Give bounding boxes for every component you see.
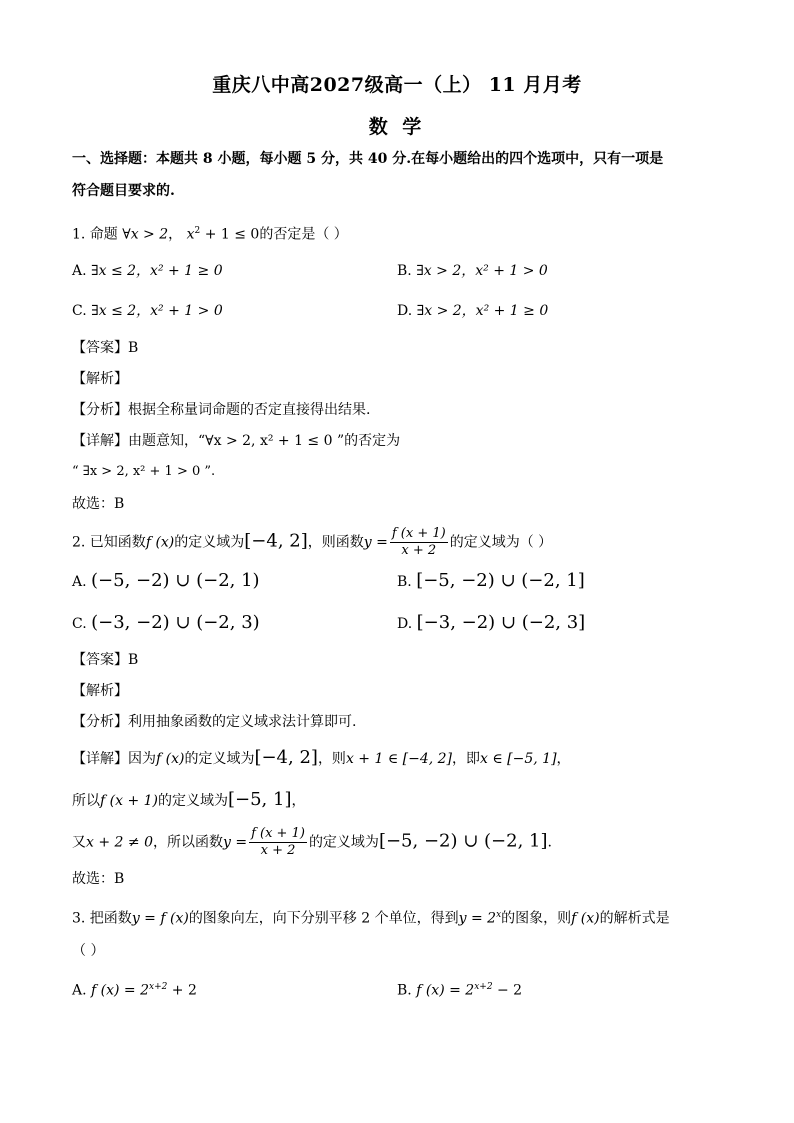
q2-xj3-b: ，所以函数 — [152, 834, 223, 851]
q2-option-c-text: (−3, −2) ∪ (−2, 3) — [91, 612, 260, 633]
q1-option-b-text: ∃x > 2，x² + 1 > 0 — [416, 263, 548, 279]
q2-mid1: 的定义域为 — [174, 534, 245, 551]
q2-xj3-fraction-den: x + 2 — [260, 843, 296, 858]
q2-xj2-fx: f (x + 1) — [100, 793, 158, 809]
q1-formula-2-sup: 2 — [194, 226, 201, 236]
q2-xj3-dom: [−5, −2) ∪ (−2, 1] — [378, 830, 548, 852]
q2-xj1-b: 的定义域为 — [184, 751, 255, 767]
q2-fraction — [390, 526, 448, 559]
subject-title: 数 学 — [368, 116, 426, 138]
q2-xj3-d: . — [547, 834, 552, 851]
q3-option-a-sup: x+2 — [149, 982, 168, 992]
q2-answer: 【答案】B — [72, 652, 139, 668]
q1-option-d-text: ∃x > 2，x² + 1 ≥ 0 — [416, 303, 549, 319]
q1-comma: ， — [168, 226, 183, 243]
q2-option-b-text: [−5, −2) ∪ (−2, 1] — [416, 570, 585, 591]
q2-choose: 故选：B — [72, 871, 125, 887]
q3-option-a-label: A. — [72, 982, 87, 999]
q1-fenxi-label: 【分析】 — [72, 402, 128, 418]
q2-mid2: ，则函数 — [307, 534, 364, 551]
q2-xj3-y: y = — [222, 834, 248, 851]
q1-answer: 【答案】B — [72, 340, 139, 356]
q2-xj2-dom: [−5, 1] — [228, 789, 292, 810]
q2-fraction-den: x + 2 — [401, 543, 437, 558]
q1-option-b-label: B. — [397, 263, 412, 279]
q2-option-a-text: (−5, −2) ∪ (−2, 1) — [91, 570, 260, 591]
q1-option-a-text: ∃x ≤ 2，x² + 1 ≥ 0 — [91, 263, 223, 279]
q2-xj2-a: 所以 — [72, 793, 100, 809]
q1-xiangjie-text1: 由题意知，“∀x > 2, x² + 1 ≤ 0 ”的否定为 — [128, 433, 401, 449]
q2-option-b-label: B. — [397, 574, 412, 590]
q2-prefix: 2. 已知函数 — [72, 534, 146, 551]
q1-xiangjie-line2: “ ∃x > 2, x² + 1 > 0 ”. — [72, 464, 216, 479]
q2-suffix: 的定义域为（ ） — [449, 534, 553, 551]
q1-option-a[interactable] — [72, 262, 223, 280]
q2-option-c[interactable] — [72, 614, 260, 633]
q2-xj3-a: 又 — [72, 834, 86, 851]
q2-xj3-fraction — [249, 826, 307, 859]
q1-option-c[interactable] — [72, 302, 223, 320]
q3-option-a[interactable] — [72, 978, 197, 1000]
question-1-stem — [72, 222, 348, 244]
q1-xiangjie-label: 【详解】 — [72, 433, 128, 449]
q1-analysis-heading: 【解析】 — [72, 371, 128, 387]
q1-option-b[interactable] — [397, 262, 548, 280]
q2-xj3-m: x + 2 ≠ 0 — [86, 834, 153, 851]
question-2-stem — [72, 526, 552, 559]
q3-option-b-post: − 2 — [492, 982, 523, 999]
q2-fraction-num: f (x + 1) — [391, 526, 446, 541]
q2-xiangjie-line2 — [72, 791, 305, 810]
q3-paren: （ ） — [72, 943, 105, 959]
q3-yfx: y = f (x) — [131, 910, 189, 927]
q2-xj2-b: 的定义域为 — [158, 793, 228, 809]
q2-xj1-a: 因为 — [128, 751, 156, 767]
section-heading-line1: 一、选择题：本题共 8 小题，每小题 5 分，共 40 分.在每小题给出的四个选项中，只有一项是 — [72, 151, 664, 167]
q2-y-eq: y = — [363, 534, 388, 551]
q2-xj2-c: ， — [291, 793, 306, 809]
q2-option-d-text: [−3, −2) ∪ (−2, 3] — [416, 612, 586, 633]
q2-fenxi — [72, 713, 356, 731]
q2-xj3-c: 的定义域为 — [308, 834, 379, 851]
q1-option-d[interactable] — [397, 302, 548, 320]
q2-xiangjie-label: 【详解】 — [72, 751, 128, 767]
q1-choose: 故选：B — [72, 496, 125, 512]
q1-formula-2-base: x — [186, 226, 195, 243]
q2-option-d[interactable] — [397, 614, 585, 633]
q2-xj1-d: ，即 — [452, 751, 481, 767]
q2-xj1-e: ， — [556, 751, 571, 767]
q2-xj1-m: x + 1 ∈ [−4, 2] — [345, 751, 453, 767]
q1-option-c-label: C. — [72, 303, 87, 319]
q3-y2x: y = 2 — [458, 910, 497, 927]
q2-xj1-fx: f (x) — [156, 751, 185, 767]
q1-prefix: 1. 命题 — [72, 226, 118, 243]
q3-option-b-pre: f (x) = 2 — [416, 982, 475, 999]
q2-fx: f (x) — [145, 534, 175, 551]
q3-prefix: 3. 把函数 — [72, 910, 132, 927]
q2-option-d-label: D. — [397, 616, 413, 632]
q3-option-a-pre: f (x) = 2 — [91, 982, 150, 999]
q3-option-b-label: B. — [397, 982, 412, 999]
q2-fenxi-text: 利用抽象函数的定义域求法计算即可. — [128, 714, 357, 730]
q1-suffix: 的否定是（ ） — [259, 226, 348, 243]
q3-fx: f (x) — [571, 910, 600, 927]
q2-option-b[interactable] — [397, 572, 585, 591]
q1-option-a-label: A. — [72, 263, 87, 279]
q3-y2x-sup: x — [496, 910, 502, 920]
q2-xiangjie-line3 — [72, 826, 552, 859]
q3-option-b[interactable] — [397, 978, 522, 1000]
q2-domain: [−4, 2] — [244, 530, 308, 552]
q1-xiangjie — [72, 432, 400, 450]
q2-xj1-dom: [−4, 2] — [254, 747, 318, 768]
section-heading-line2: 符合题目要求的. — [72, 183, 175, 199]
q2-option-a[interactable] — [72, 572, 260, 591]
q1-option-c-text: ∃x ≤ 2，x² + 1 > 0 — [91, 303, 223, 319]
q3-option-a-post: + 2 — [167, 982, 197, 999]
q2-fenxi-label: 【分析】 — [72, 714, 128, 730]
q2-option-c-label: C. — [72, 616, 87, 632]
q1-formula-1: ∀x > 2 — [122, 226, 169, 243]
q2-xiangjie-line1 — [72, 749, 571, 768]
q1-fenxi-text: 根据全称量词命题的否定直接得出结果. — [128, 402, 371, 418]
q3-suffix: 的解析式是 — [599, 910, 670, 927]
q1-option-d-label: D. — [397, 303, 413, 319]
q2-xj1-c: ，则 — [317, 751, 346, 767]
q3-option-b-sup: x+2 — [474, 982, 493, 992]
q2-option-a-label: A. — [72, 574, 87, 590]
q3-mid1: 的图象向左，向下分别平移 2 个单位，得到 — [188, 910, 459, 927]
q1-formula-2-rest: + 1 ≤ 0 — [200, 226, 260, 243]
q2-analysis-heading: 【解析】 — [72, 683, 128, 699]
page-title: 重庆八中高2027级高一（上） 11 月月考 — [212, 74, 582, 96]
q3-mid2: 的图象，则 — [501, 910, 572, 927]
q1-fenxi — [72, 401, 370, 419]
q2-xj3-fraction-num: f (x + 1) — [251, 826, 305, 841]
q2-xj1-m2: x ∈ [−5, 1] — [480, 751, 557, 767]
question-3-stem — [72, 906, 670, 928]
